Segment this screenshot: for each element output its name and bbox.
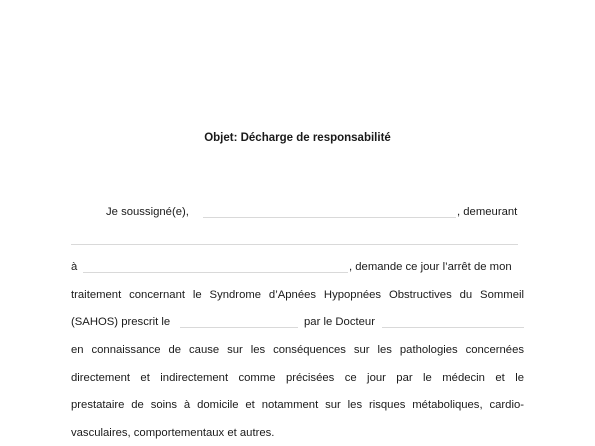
request-text: , demande ce jour l’arrêt de mon [349, 261, 512, 273]
risks-text-end: vasculaires, comportementaux et autres. [71, 427, 275, 439]
document-title: Objet: Décharge de responsabilité [204, 132, 391, 144]
prescribed-label: (SAHOS) prescrit le [71, 316, 171, 328]
address-continued-blank[interactable] [83, 272, 348, 273]
treatment-text: traitement concernant le Syndrome d’Apnées Hypopnées Obstructives du Sommeil [71, 289, 524, 301]
residing-label: , demeurant [457, 206, 518, 218]
precision-text: directement et indirectement comme précisées ce jour par le médecin et le [71, 372, 524, 384]
address-field-blank[interactable] [71, 244, 518, 245]
address-prefix-label: à [71, 261, 78, 273]
doctor-name-blank[interactable] [382, 327, 524, 328]
risks-text: prestataire de soins à domicile et notamment sur les risques métaboliques, cardio- [71, 399, 524, 411]
consequences-text: en connaissance de cause sur les conséquences sur les pathologies concernées [71, 344, 524, 356]
doctor-label: par le Docteur [304, 316, 375, 328]
name-field-blank[interactable] [203, 217, 456, 218]
prescription-date-blank[interactable] [180, 327, 298, 328]
undersigned-label: Je soussigné(e), [106, 206, 189, 218]
